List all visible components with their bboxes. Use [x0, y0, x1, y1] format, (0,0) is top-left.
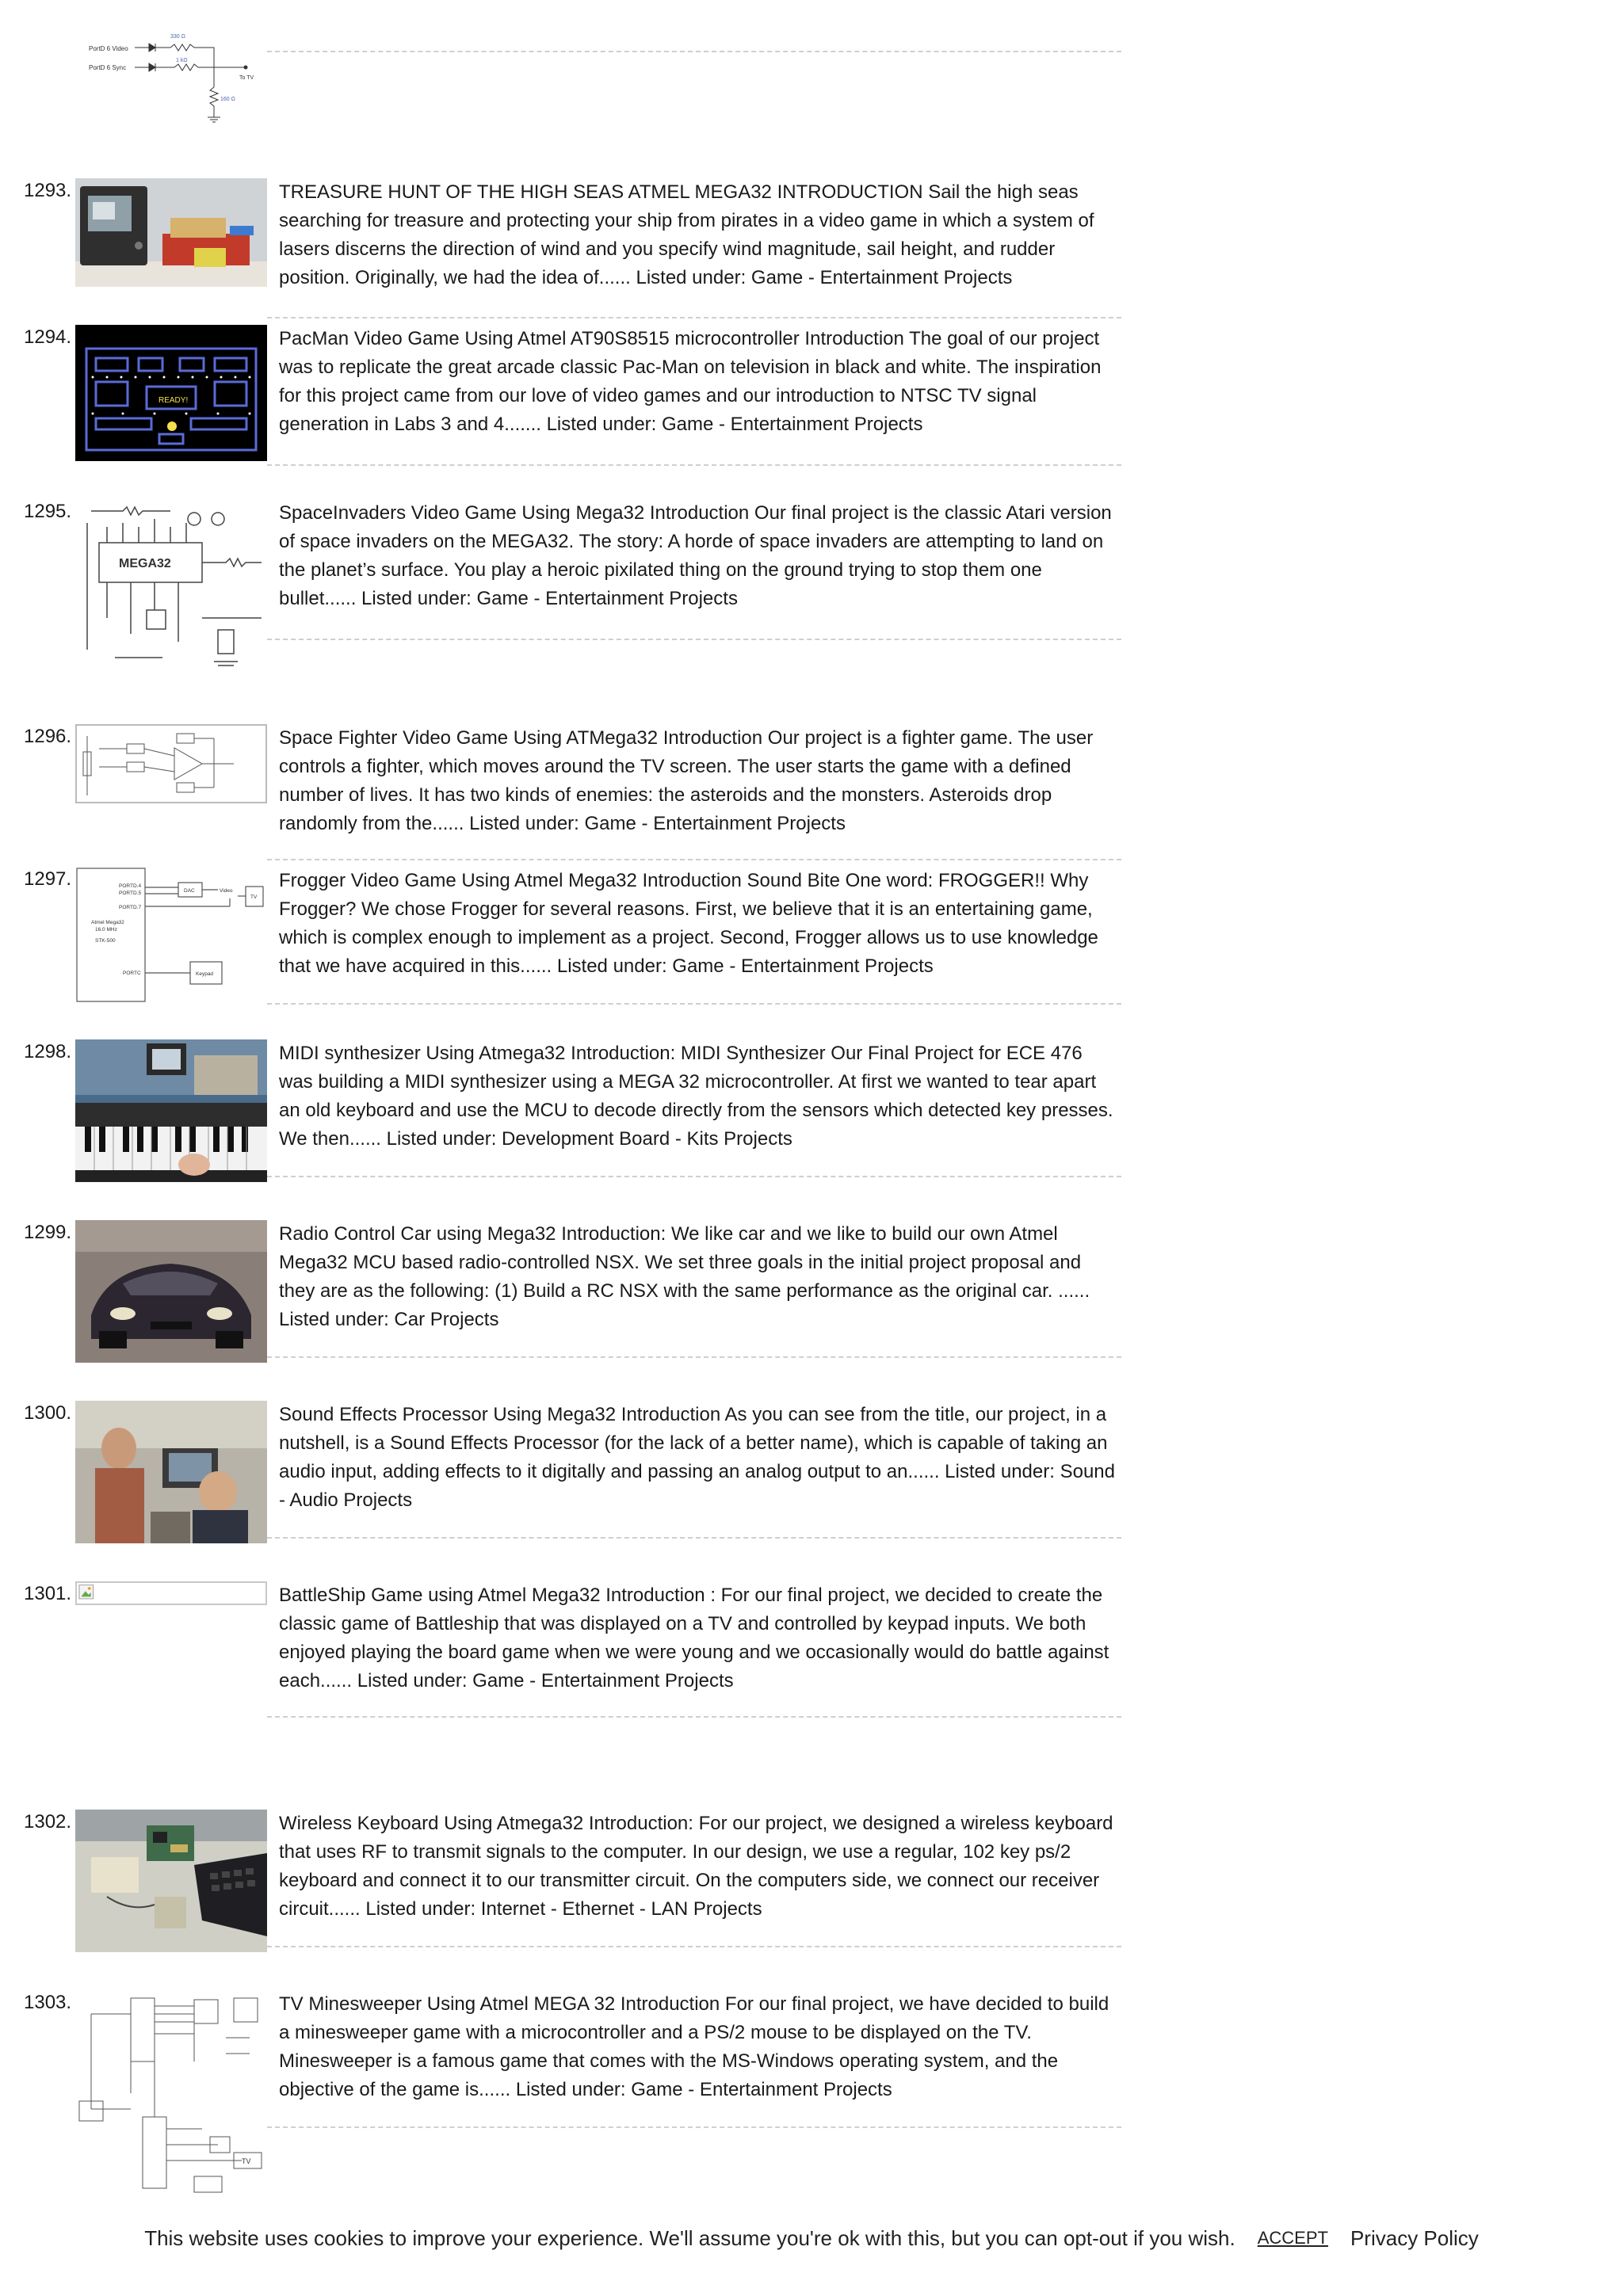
tv-label: TV: [242, 2157, 251, 2165]
entry-description[interactable]: MIDI synthesizer Using Atmega32 Introduction: MIDI Synthesizer Our Final Project for ECE 476 was building a MIDI synthesizer using a MEGA 32 microcontroller. At first we wanted to tear apart an old keyboard and use the MCU to decode directly from the sensors which detected key presses. We then...... Listed under: Development Board - Kits Projects: [279, 1043, 1113, 1150]
entry-thumbnail[interactable]: [75, 1039, 267, 1182]
entry-thumbnail[interactable]: [75, 724, 267, 803]
entry-thumbnail[interactable]: [75, 1810, 267, 1952]
diagram-label: DAC: [184, 888, 195, 894]
entry-divider: [267, 1946, 1121, 1947]
diagram-label: PORTD.4: [119, 883, 142, 889]
schematic-label: PortD 6 Sync: [89, 64, 127, 71]
entry-description[interactable]: Space Fighter Video Game Using ATMega32 Introduction Our project is a fighter game. The user controls a fighter, which moves around the TV screen. The user starts the game with a defined number of lives. It has two kinds of enemies: the asteroids and the monsters. Asteroids drop randomly from the...... Listed under: Game - Entertainment Projects: [279, 727, 1094, 834]
entry-description[interactable]: TREASURE HUNT OF THE HIGH SEAS ATMEL MEGA32 INTRODUCTION Sail the high seas searching for treasure and protecting your ship from pirates in a video game in which a system of lasers discerns the direction of wind and you specify wind magnitude, sail height, and rudder position. Originally, we had the idea of...... Listed under: Game - Entertainment Projects: [279, 181, 1094, 288]
entry-number: 1297.: [24, 868, 72, 890]
entry-number: 1299.: [24, 1222, 72, 1243]
entry-number: 1302.: [24, 1811, 72, 1833]
entry-divider: [267, 1716, 1121, 1718]
entry-description[interactable]: TV Minesweeper Using Atmel MEGA 32 Introduction For our final project, we have decided to build a minesweeper game with a microcontroller and a PS/2 mouse to be displayed on the TV. Minesweeper is a famous game that comes with the MS-Windows operating system, and the objective of the game is...... Listed under: Game - Entertainment Projects: [279, 1993, 1109, 2100]
schematic-label: 160 Ω: [220, 97, 235, 102]
project-entry: [0, 1039, 1133, 1182]
entry-number: 1294.: [24, 326, 72, 348]
privacy-policy-link[interactable]: Privacy Policy: [1350, 2225, 1479, 2250]
entry-divider: [267, 1176, 1121, 1177]
entry-description[interactable]: Frogger Video Game Using Atmel Mega32 Introduction Sound Bite One word: FROGGER!! Why Frogger? We chose Frogger for several reasons. First, we believe that it is an entertaining game, which is complex enough to implement as a project. Second, Frogger allows us to use knowledge that we have acquired in this...... Listed under: Game - Entertainment Projects: [279, 870, 1098, 977]
entry-thumbnail[interactable]: [75, 1220, 267, 1363]
project-entry: [0, 325, 1133, 467]
diagram-label: PORTD.7: [119, 905, 142, 910]
project-entry: [0, 499, 1133, 689]
entry-description[interactable]: Radio Control Car using Mega32 Introduction: We like car and we like to build our own Atmel Mega32 MCU based radio-controlled NSX. We set three goals in the initial project proposal and they are as the following: (1) Build a RC NSX with the same performance as the original car. ...... Listed under: Car Projects: [279, 1223, 1090, 1330]
project-entry: [0, 178, 1133, 321]
accept-cookies-button[interactable]: ACCEPT: [1257, 2228, 1328, 2248]
diagram-label: PORTC: [123, 971, 141, 976]
project-entry: [0, 1990, 1133, 2204]
project-entry: [0, 1401, 1133, 1543]
entry-description[interactable]: Sound Effects Processor Using Mega32 Introduction As you can see from the title, our project, in a nutshell, is a Sound Effects Processor (for the lack of a better name), which is capable of taking an audio input, adding effects to it digitally and passing an analog output to an...... Listed under: Sound - Audio Projects: [279, 1404, 1115, 1511]
diagram-label: Video: [220, 888, 233, 894]
project-entry: [0, 1581, 1133, 1724]
entry-thumbnail[interactable]: [75, 867, 267, 1003]
entry-number: 1301.: [24, 1583, 72, 1604]
diagram-label: Atmel Mega32: [91, 920, 124, 925]
diagram-label: 16.0 MHz: [95, 927, 117, 933]
entry-number: 1303.: [24, 1992, 72, 2013]
ready-text: READY!: [158, 396, 189, 405]
entry-number: 1295.: [24, 501, 72, 522]
cookie-banner: [0, 2210, 1623, 2266]
entry-thumbnail[interactable]: [75, 1990, 267, 2198]
entry-divider: [267, 1356, 1121, 1358]
diagram-label: TV: [250, 894, 258, 900]
entry-description[interactable]: Wireless Keyboard Using Atmega32 Introduction: For our project, we designed a wireless keyboard that uses RF to transmit signals to the computer. In our design, we use a regular, 102 key ps/2 keyboard and connect it to our transmitter circuit. On the computers side, we connect our receiver circuit...... Listed under: Internet - Ethernet - LAN Projects: [279, 1813, 1113, 1920]
entry-divider: [267, 639, 1121, 640]
entry-thumbnail[interactable]: [75, 499, 267, 681]
schematic-label: 1 kΩ: [176, 58, 188, 63]
entry-description[interactable]: BattleShip Game using Atmel Mega32 Introduction : For our final project, we decided to create the classic game of Battleship that was displayed on a TV and controlled by keypad inputs. We both enjoyed playing the board game when we were young and we occasionally would do battle against each...... Listed under: Game - Entertainment Projects: [279, 1585, 1109, 1691]
entry-thumbnail[interactable]: [75, 325, 267, 461]
entry-number: 1298.: [24, 1041, 72, 1062]
entry-description[interactable]: SpaceInvaders Video Game Using Mega32 Introduction Our final project is the classic Atari version of space invaders on the MEGA32. The story: A horde of space invaders are attempting to land on the planet’s surface. You play a heroic pixilated thing on the ground trying to stop them one bullet...... Listed under: Game - Entertainment Projects: [279, 502, 1112, 609]
entry-thumbnail[interactable]: [75, 178, 267, 287]
chip-label: MEGA32: [119, 557, 171, 570]
entry-divider: [267, 464, 1121, 466]
diagram-label: Keypad: [196, 971, 214, 977]
project-entry: [0, 1220, 1133, 1363]
project-entry: [0, 867, 1133, 1009]
cookie-message: This website uses cookies to improve your experience. We'll assume you're ok with this, but you can opt-out if you wish.: [144, 2225, 1235, 2250]
schematic-label: To TV: [239, 75, 254, 81]
schematic-label: PortD 6 Video: [89, 45, 128, 52]
project-entry: [0, 724, 1133, 867]
entry-thumbnail-broken[interactable]: [75, 1581, 267, 1605]
video-output-schematic: [87, 24, 269, 131]
schematic-label: 330 Ω: [170, 34, 185, 40]
diagram-label: STK-500: [95, 938, 116, 944]
entry-thumbnail[interactable]: [75, 1401, 267, 1543]
entry-divider: [267, 859, 1121, 860]
entry-number: 1293.: [24, 180, 72, 201]
entry-description[interactable]: PacMan Video Game Using Atmel AT90S8515 microcontroller Introduction The goal of our project was to replicate the great arcade classic Pac-Man on television in black and white. The inspiration for this project came from our love of video games and our introduction to NTSC TV signal generation in Labs 3 and 4....... Listed under: Game - Entertainment Projects: [279, 328, 1102, 435]
project-entry: [0, 1810, 1133, 1952]
diagram-label: PORTD.5: [119, 891, 142, 896]
entry-divider: [267, 1537, 1121, 1539]
entry-divider: [267, 317, 1121, 318]
entry-number: 1296.: [24, 726, 72, 747]
entry-divider: [267, 2126, 1121, 2128]
entry-divider: [267, 51, 1121, 52]
entry-number: 1300.: [24, 1402, 72, 1424]
entry-divider: [267, 1003, 1121, 1005]
